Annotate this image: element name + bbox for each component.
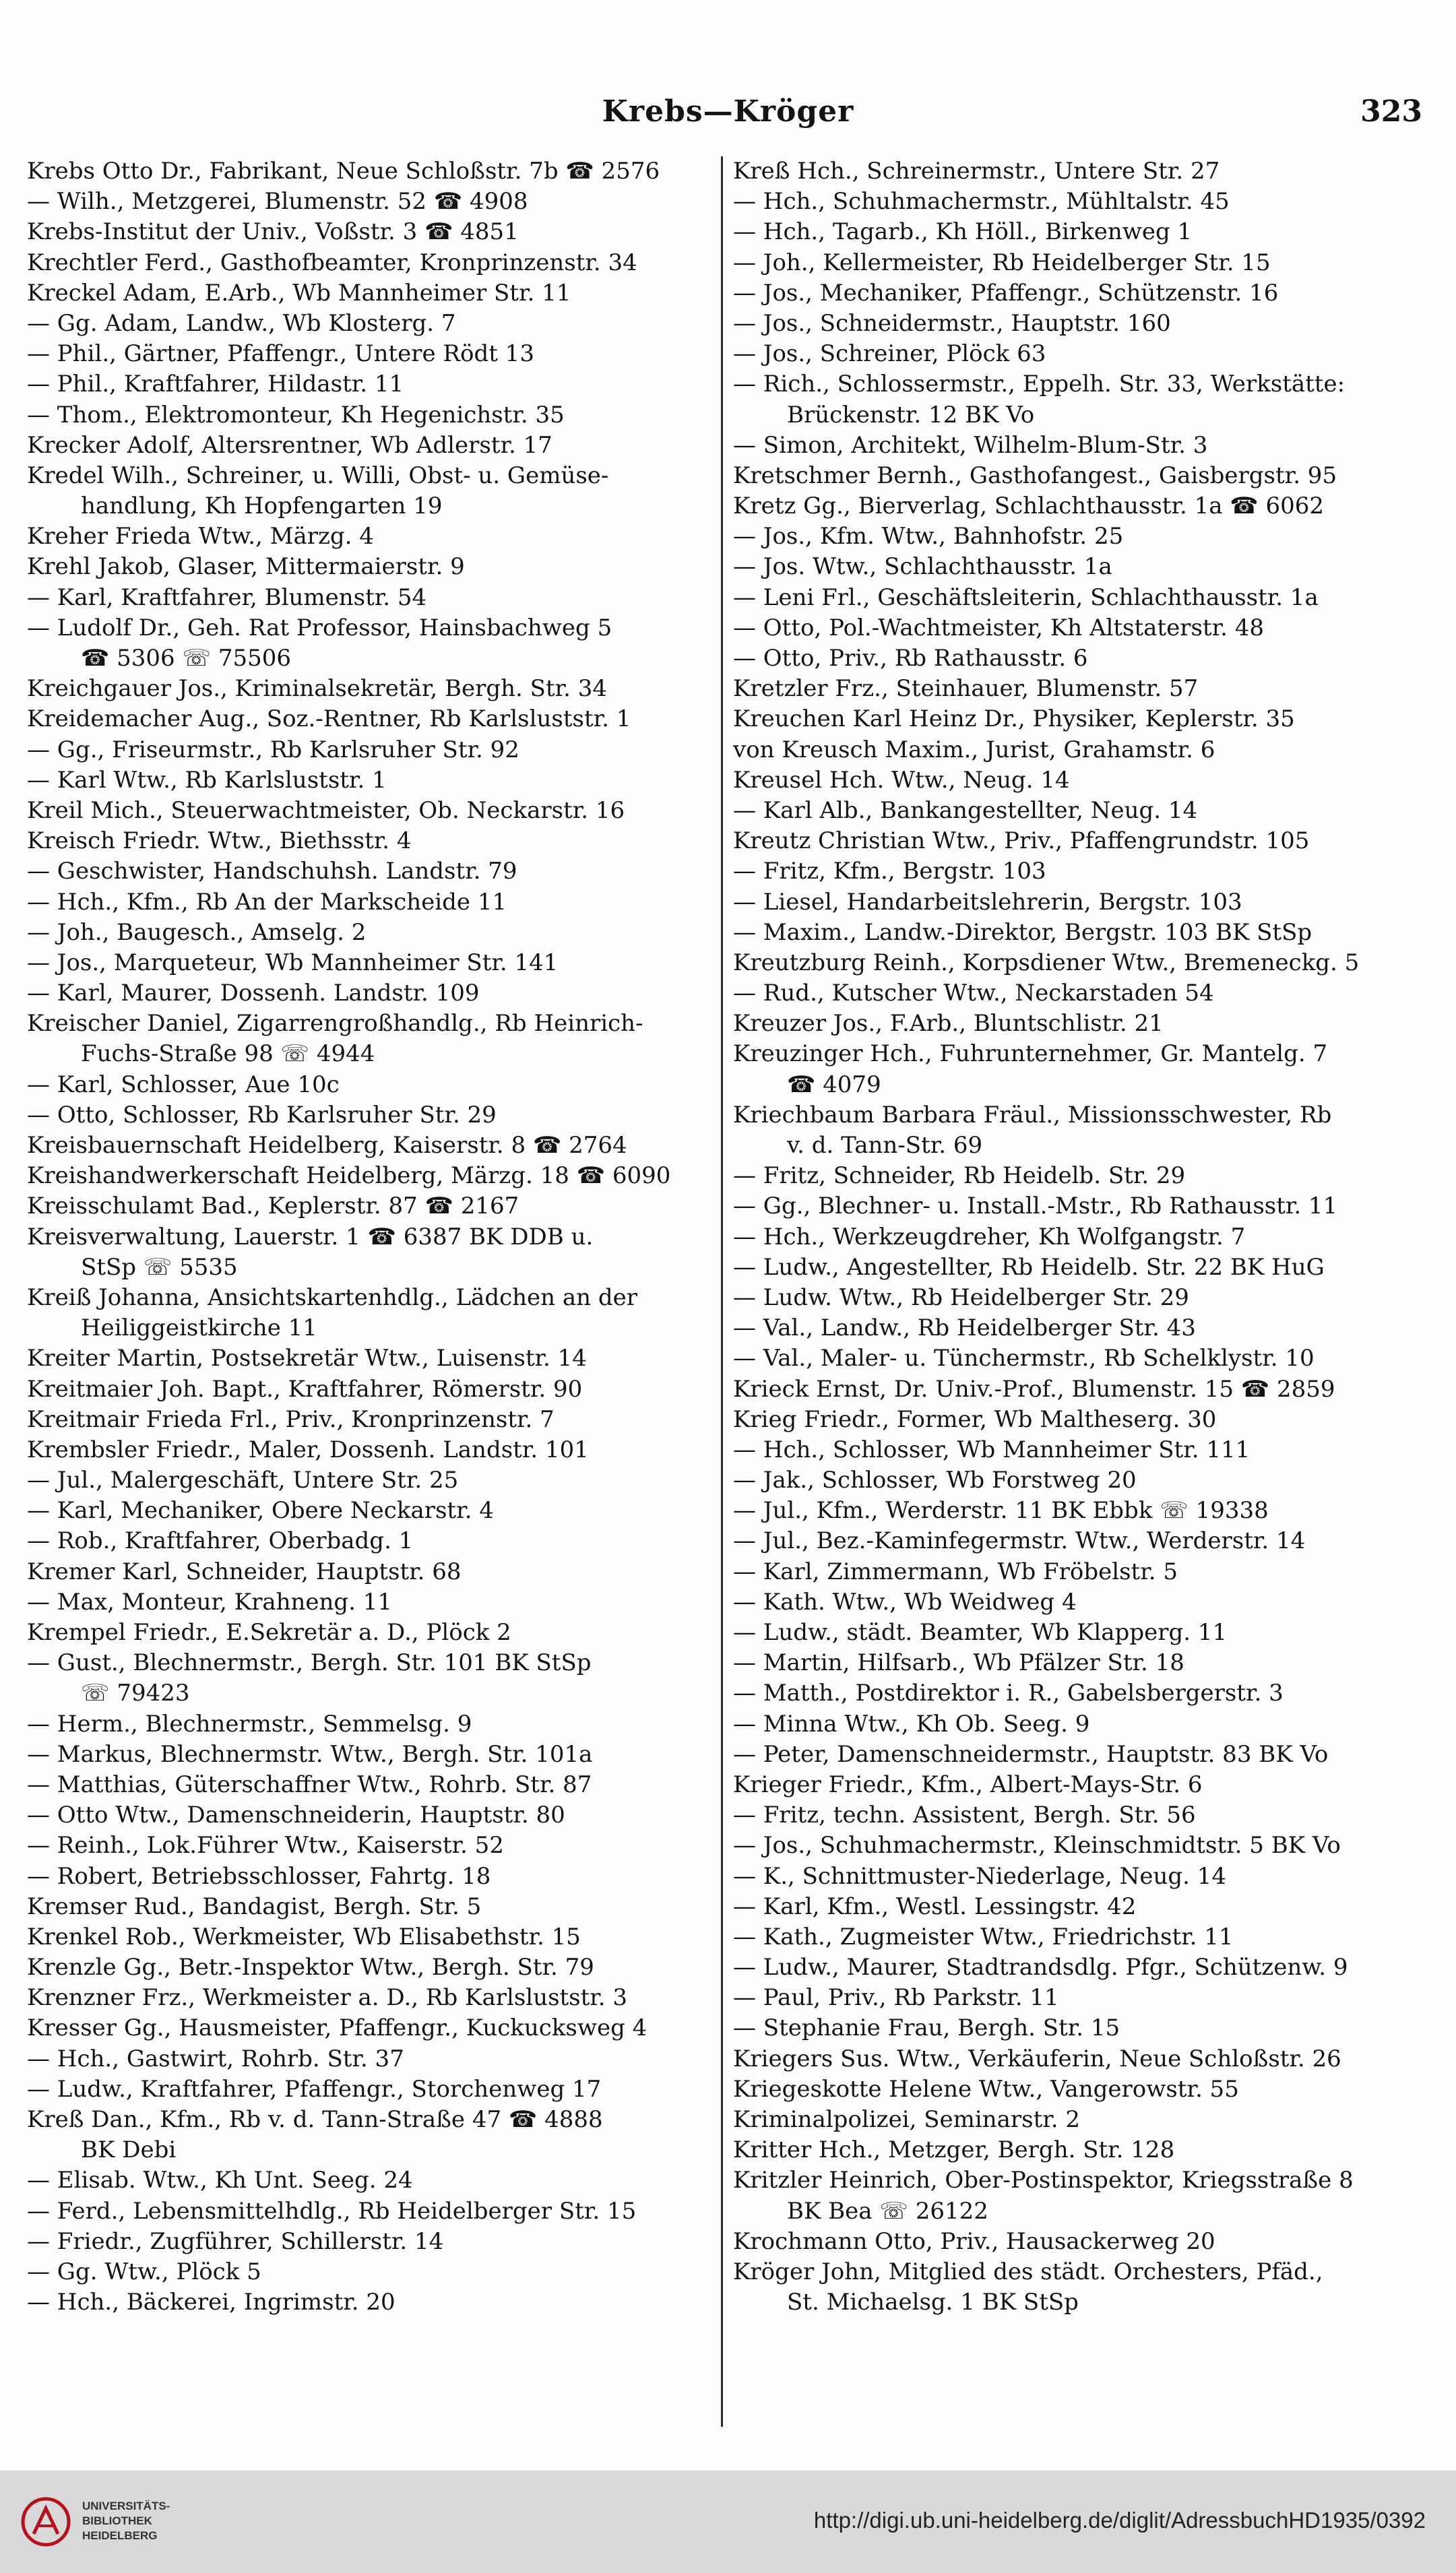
directory-entry-continuation: BK Debi — [81, 2136, 177, 2164]
directory-entry: — Jul., Malergeschäft, Untere Str. 25 — [27, 1467, 459, 1494]
directory-entry: — Hch., Kfm., Rb An der Markscheide 11 — [27, 888, 507, 916]
column-divider — [721, 156, 723, 2427]
directory-entry: Krenzle Gg., Betr.-Inspektor Wtw., Bergh. Str. 79 — [27, 1954, 594, 1981]
directory-entry: Kretschmer Bernh., Gasthofangest., Gaisbergstr. 95 — [733, 462, 1337, 489]
directory-entry: — Jul., Kfm., Werderstr. 11 BK Ebbk ☏ 19338 — [733, 1497, 1269, 1525]
directory-entry: Kreiter Martin, Postsekretär Wtw., Luisenstr. 14 — [27, 1345, 587, 1372]
directory-entry: — Joh., Baugesch., Amselg. 2 — [27, 918, 367, 946]
right-column — [733, 156, 1434, 2318]
directory-entry: Kredel Wilh., Schreiner, u. Willi, Obst- u. Gemüse- — [27, 462, 609, 489]
directory-entry: Krenkel Rob., Werkmeister, Wb Elisabethstr. 15 — [27, 1923, 581, 1950]
directory-entry: — Gg., Blechner- u. Install.-Mstr., Rb Rathausstr. 11 — [733, 1193, 1338, 1220]
directory-entry-continuation: v. d. Tann-Str. 69 — [787, 1132, 983, 1159]
directory-entry: — Val., Landw., Rb Heidelberger Str. 43 — [733, 1314, 1196, 1342]
directory-entry: Kriegers Sus. Wtw., Verkäuferin, Neue Schloßstr. 26 — [733, 2045, 1341, 2072]
directory-entry: Krempel Friedr., E.Sekretär a. D., Plöck 2 — [27, 1619, 511, 1646]
directory-entry: — Hch., Schlosser, Wb Mannheimer Str. 111 — [733, 1436, 1251, 1463]
directory-entry: — Phil., Kraftfahrer, Hildastr. 11 — [27, 371, 404, 398]
directory-entry: Kritzler Heinrich, Ober-Postinspektor, Kriegsstraße 8 — [733, 2167, 1354, 2194]
directory-entry: — Ludw., städt. Beamter, Wb Klapperg. 11 — [733, 1619, 1228, 1646]
directory-entry-continuation: ☏ 79423 — [81, 1680, 190, 1707]
directory-entry: — Jul., Bez.-Kaminfegermstr. Wtw., Werderstr. 14 — [733, 1527, 1306, 1555]
directory-entry: Kreil Mich., Steuerwachtmeister, Ob. Neckarstr. 16 — [27, 796, 625, 824]
directory-entry-continuation: St. Michaelsg. 1 BK StSp — [787, 2289, 1079, 2316]
directory-entry: — Fritz, Schneider, Rb Heidelb. Str. 29 — [733, 1162, 1186, 1190]
directory-entry: Krecker Adolf, Altersrentner, Wb Adlerstr. 17 — [27, 431, 552, 459]
directory-entry: Kreitmair Frieda Frl., Priv., Kronprinzenstr. 7 — [27, 1405, 555, 1433]
directory-entry: — Hch., Werkzeugdreher, Kh Wolfgangstr. 7 — [733, 1223, 1246, 1250]
directory-entry: Kreuzer Jos., F.Arb., Bluntschlistr. 21 — [733, 1010, 1164, 1038]
directory-entry: Kriminalpolizei, Seminarstr. 2 — [733, 2106, 1081, 2133]
directory-entry: Kreisschulamt Bad., Keplerstr. 87 ☎ 2167 — [27, 1193, 519, 1220]
directory-entry: — Karl, Schlosser, Aue 10c — [27, 1071, 340, 1098]
directory-entry: — Jos., Kfm. Wtw., Bahnhofstr. 25 — [733, 523, 1124, 550]
directory-entry-continuation: Fuchs-Straße 98 ☏ 4944 — [81, 1040, 375, 1068]
directory-entry: — Rich., Schlossermstr., Eppelh. Str. 33, Werkstätte: — [733, 371, 1346, 398]
directory-entry: Krochmann Otto, Priv., Hausackerweg 20 — [733, 2227, 1215, 2255]
directory-entry: — Ludw., Kraftfahrer, Pfaffengr., Storchenweg 17 — [27, 2075, 602, 2103]
directory-entry: — Geschwister, Handschuhsh. Landstr. 79 — [27, 858, 517, 885]
directory-entry: Kreutzburg Reinh., Korpsdiener Wtw., Bremeneckg. 5 — [733, 949, 1360, 976]
directory-entry: — Gg. Wtw., Plöck 5 — [27, 2258, 261, 2285]
directory-entry: — Karl, Maurer, Dossenh. Landstr. 109 — [27, 980, 480, 1007]
directory-entry: — Jos., Marqueteur, Wb Mannheimer Str. 141 — [27, 949, 559, 976]
directory-entry: — Martin, Hilfsarb., Wb Pfälzer Str. 18 — [733, 1649, 1184, 1677]
directory-entry: Kreß Dan., Kfm., Rb v. d. Tann-Straße 47 ☎ 4888 — [27, 2106, 603, 2133]
directory-entry: — Friedr., Zugführer, Schillerstr. 14 — [27, 2227, 444, 2255]
directory-entry: — Phil., Gärtner, Pfaffengr., Untere Rödt 13 — [27, 340, 534, 368]
directory-entry: — Karl, Kraftfahrer, Blumenstr. 54 — [27, 583, 427, 611]
directory-entry: Krieck Ernst, Dr. Univ.-Prof., Blumenstr. 15 ☎ 2859 — [733, 1375, 1335, 1403]
directory-entry: — K., Schnittmuster-Niederlage, Neug. 14 — [733, 1862, 1227, 1890]
directory-entry-continuation: BK Bea ☏ 26122 — [787, 2197, 988, 2225]
directory-entry: Kreuzinger Hch., Fuhrunternehmer, Gr. Mantelg. 7 — [733, 1040, 1328, 1068]
directory-entry: — Matth., Postdirektor i. R., Gabelsbergerstr. 3 — [733, 1680, 1284, 1707]
directory-entry: — Reinh., Lok.Führer Wtw., Kaiserstr. 52 — [27, 1832, 504, 1860]
directory-entry-continuation: Heiliggeistkirche 11 — [81, 1314, 317, 1342]
directory-entry: Krieg Friedr., Former, Wb Maltheserg. 30 — [733, 1405, 1217, 1433]
directory-entry: — Otto, Priv., Rb Rathausstr. 6 — [733, 645, 1088, 672]
directory-entry: — Fritz, techn. Assistent, Bergh. Str. 56 — [733, 1802, 1196, 1829]
directory-entry: — Jak., Schlosser, Wb Forstweg 20 — [733, 1467, 1137, 1494]
library-name: UNIVERSITÄTS- BIBLIOTHEK HEIDELBERG — [82, 2500, 170, 2542]
directory-entry: — Gg. Adam, Landw., Wb Klosterg. 7 — [27, 309, 456, 337]
directory-entry: — Matthias, Güterschaffner Wtw., Rohrb. Str. 87 — [27, 1771, 592, 1798]
directory-entry: Kreutz Christian Wtw., Priv., Pfaffengrundstr. 105 — [733, 827, 1310, 855]
directory-entry: — Fritz, Kfm., Bergstr. 103 — [733, 858, 1046, 885]
directory-entry: — Jos., Schneidermstr., Hauptstr. 160 — [733, 309, 1171, 337]
directory-entry: — Herm., Blechnermstr., Semmelsg. 9 — [27, 1710, 472, 1738]
directory-entry: Kremer Karl, Schneider, Hauptstr. 68 — [27, 1558, 462, 1585]
directory-entry: — Rud., Kutscher Wtw., Neckarstaden 54 — [733, 980, 1214, 1007]
left-column — [27, 156, 714, 2318]
directory-entry: Kreckel Adam, E.Arb., Wb Mannheimer Str. 11 — [27, 279, 571, 307]
directory-entry: — Leni Frl., Geschäftsleiterin, Schlachthausstr. 1a — [733, 583, 1319, 611]
directory-entry: — Karl Wtw., Rb Karlsluststr. 1 — [27, 766, 387, 794]
directory-entry: Kröger John, Mitglied des städt. Orchesters, Pfäd., — [733, 2258, 1323, 2285]
directory-entry: — Simon, Architekt, Wilhelm-Blum-Str. 3 — [733, 431, 1208, 459]
directory-entry: — Max, Monteur, Krahneng. 11 — [27, 1588, 393, 1616]
directory-entry: — Otto Wtw., Damenschneiderin, Hauptstr. 80 — [27, 1802, 565, 1829]
directory-entry: Kreitmaier Joh. Bapt., Kraftfahrer, Römerstr. 90 — [27, 1375, 583, 1403]
page-header-title: Krebs—Kröger — [602, 94, 854, 129]
directory-entry: — Elisab. Wtw., Kh Unt. Seeg. 24 — [27, 2167, 413, 2194]
directory-entry: — Ferd., Lebensmittelhdlg., Rb Heidelberger Str. 15 — [27, 2197, 637, 2225]
directory-entry: — Hch., Tagarb., Kh Höll., Birkenweg 1 — [733, 218, 1193, 246]
directory-entry: Krebs Otto Dr., Fabrikant, Neue Schloßstr. 7b ☎ 2576 — [27, 158, 660, 185]
directory-entry: Kreiß Johanna, Ansichtskartenhdlg., Lädchen an der — [27, 1283, 637, 1311]
directory-entry: Krechtler Ferd., Gasthofbeamter, Kronprinzenstr. 34 — [27, 249, 637, 276]
directory-entry: — Jos., Mechaniker, Pfaffengr., Schützenstr. 16 — [733, 279, 1279, 307]
directory-entry: — Wilh., Metzgerei, Blumenstr. 52 ☎ 4908 — [27, 188, 528, 216]
directory-entry: — Ludw., Maurer, Stadtrandsdlg. Pfgr., Schützenw. 9 — [733, 1954, 1348, 1981]
directory-entry: Kreher Frieda Wtw., Märzg. 4 — [27, 523, 374, 550]
directory-entry: Kreisbauernschaft Heidelberg, Kaiserstr. 8 ☎ 2764 — [27, 1132, 627, 1159]
directory-entry-continuation: ☎ 4079 — [787, 1071, 881, 1098]
directory-entry: — Rob., Kraftfahrer, Oberbadg. 1 — [27, 1527, 414, 1555]
directory-entry: Kriegeskotte Helene Wtw., Vangerowstr. 55 — [733, 2075, 1239, 2103]
directory-entry: — Otto, Pol.-Wachtmeister, Kh Altstaterstr. 48 — [733, 614, 1264, 641]
directory-entry: Kreß Hch., Schreinermstr., Untere Str. 27 — [733, 158, 1220, 185]
directory-entry: — Liesel, Handarbeitslehrerin, Bergstr. 103 — [733, 888, 1242, 916]
directory-entry-continuation: ☎ 5306 ☏ 75506 — [81, 645, 291, 672]
directory-entry: Kreischer Daniel, Zigarrengroßhandlg., Rb Heinrich- — [27, 1010, 643, 1038]
directory-entry: Kresser Gg., Hausmeister, Pfaffengr., Kuckucksweg 4 — [27, 2014, 647, 2042]
directory-entry: Kreuchen Karl Heinz Dr., Physiker, Keplerstr. 35 — [733, 705, 1295, 733]
directory-entry: Krieger Friedr., Kfm., Albert-Mays-Str. 6 — [733, 1771, 1203, 1798]
directory-entry: Krehl Jakob, Glaser, Mittermaierstr. 9 — [27, 553, 465, 581]
directory-entry: Kriechbaum Barbara Fräul., Missionsschwester, Rb — [733, 1101, 1332, 1129]
directory-entry: — Minna Wtw., Kh Ob. Seeg. 9 — [733, 1710, 1090, 1738]
directory-entry: — Peter, Damenschneidermstr., Hauptstr. 83 BK Vo — [733, 1740, 1329, 1768]
directory-entry: — Karl, Kfm., Westl. Lessingstr. 42 — [733, 1893, 1137, 1920]
directory-entry: Kreisverwaltung, Lauerstr. 1 ☎ 6387 BK DDB u. — [27, 1223, 594, 1250]
directory-entry-continuation: handlung, Kh Hopfengarten 19 — [81, 493, 443, 520]
directory-entry: Kreidemacher Aug., Soz.-Rentner, Rb Karlsluststr. 1 — [27, 705, 631, 733]
directory-entry: Kritter Hch., Metzger, Bergh. Str. 128 — [733, 2136, 1175, 2164]
directory-entry: — Val., Maler- u. Tünchermstr., Rb Schelklystr. 10 — [733, 1345, 1315, 1372]
directory-entry: — Thom., Elektromonteur, Kh Hegenichstr. 35 — [27, 401, 565, 428]
university-logo-icon — [20, 2496, 71, 2547]
directory-entry: — Markus, Blechnermstr. Wtw., Bergh. Str. 101a — [27, 1740, 593, 1768]
directory-entry: Kreishandwerkerschaft Heidelberg, Märzg. 18 ☎ 6090 — [27, 1162, 671, 1190]
directory-entry: Krembsler Friedr., Maler, Dossenh. Landstr. 101 — [27, 1436, 589, 1463]
source-url-link[interactable]: http://digi.ub.uni-heidelberg.de/diglit/AdressbuchHD1935/0392 — [813, 2508, 1426, 2533]
directory-entry: Kremser Rud., Bandagist, Bergh. Str. 5 — [27, 1893, 482, 1920]
directory-entry-continuation: Brückenstr. 12 BK Vo — [787, 401, 1035, 428]
directory-entry: — Jos., Schuhmachermstr., Kleinschmidtstr. 5 BK Vo — [733, 1832, 1341, 1860]
directory-entry: — Otto, Schlosser, Rb Karlsruher Str. 29 — [27, 1101, 497, 1129]
directory-entry: — Jos., Schreiner, Plöck 63 — [733, 340, 1046, 368]
directory-entry: Kreusel Hch. Wtw., Neug. 14 — [733, 766, 1070, 794]
directory-entry: Krenzner Frz., Werkmeister a. D., Rb Karlsluststr. 3 — [27, 1984, 628, 2012]
directory-entry: Kretz Gg., Bierverlag, Schlachthausstr. 1a ☎ 6062 — [733, 493, 1324, 520]
directory-entry: — Ludw. Wtw., Rb Heidelberger Str. 29 — [733, 1283, 1189, 1311]
directory-entry: von Kreusch Maxim., Jurist, Grahamstr. 6 — [733, 736, 1215, 763]
directory-entry: — Karl Alb., Bankangestellter, Neug. 14 — [733, 796, 1198, 824]
directory-entry: — Robert, Betriebsschlosser, Fahrtg. 18 — [27, 1862, 491, 1890]
directory-entry-continuation: StSp ☏ 5535 — [81, 1253, 238, 1281]
directory-entry: — Stephanie Frau, Bergh. Str. 15 — [733, 2014, 1120, 2042]
directory-entry: Kreichgauer Jos., Kriminalsekretär, Bergh. Str. 34 — [27, 675, 607, 703]
directory-entry: — Kath. Wtw., Wb Weidweg 4 — [733, 1588, 1077, 1616]
directory-entry: Kretzler Frz., Steinhauer, Blumenstr. 57 — [733, 675, 1199, 703]
directory-entry: — Ludw., Angestellter, Rb Heidelb. Str. 22 BK HuG — [733, 1253, 1325, 1281]
footer-bar — [0, 2471, 1456, 2573]
directory-entry: — Gg., Friseurmstr., Rb Karlsruher Str. 92 — [27, 736, 519, 763]
directory-entry: — Hch., Gastwirt, Rohrb. Str. 37 — [27, 2045, 404, 2072]
directory-entry: Kreisch Friedr. Wtw., Biethsstr. 4 — [27, 827, 412, 855]
directory-entry: — Karl, Mechaniker, Obere Neckarstr. 4 — [27, 1497, 494, 1525]
directory-entry: — Hch., Bäckerei, Ingrimstr. 20 — [27, 2289, 395, 2316]
directory-entry: — Hch., Schuhmachermstr., Mühltalstr. 45 — [733, 188, 1230, 216]
directory-entry: — Gust., Blechnermstr., Bergh. Str. 101 BK StSp — [27, 1649, 592, 1677]
directory-entry: — Maxim., Landw.-Direktor, Bergstr. 103 BK StSp — [733, 918, 1312, 946]
directory-entry: — Jos. Wtw., Schlachthausstr. 1a — [733, 553, 1112, 581]
directory-entry: — Karl, Zimmermann, Wb Fröbelstr. 5 — [733, 1558, 1178, 1585]
page-number: 323 — [1360, 94, 1422, 129]
directory-entry: — Kath., Zugmeister Wtw., Friedrichstr. 11 — [733, 1923, 1234, 1950]
directory-entry: — Ludolf Dr., Geh. Rat Professor, Hainsbachweg 5 — [27, 614, 612, 641]
directory-entry: — Joh., Kellermeister, Rb Heidelberger Str. 15 — [733, 249, 1271, 276]
directory-entry: Krebs-Institut der Univ., Voßstr. 3 ☎ 4851 — [27, 218, 519, 246]
directory-entry: — Paul, Priv., Rb Parkstr. 11 — [733, 1984, 1059, 2012]
